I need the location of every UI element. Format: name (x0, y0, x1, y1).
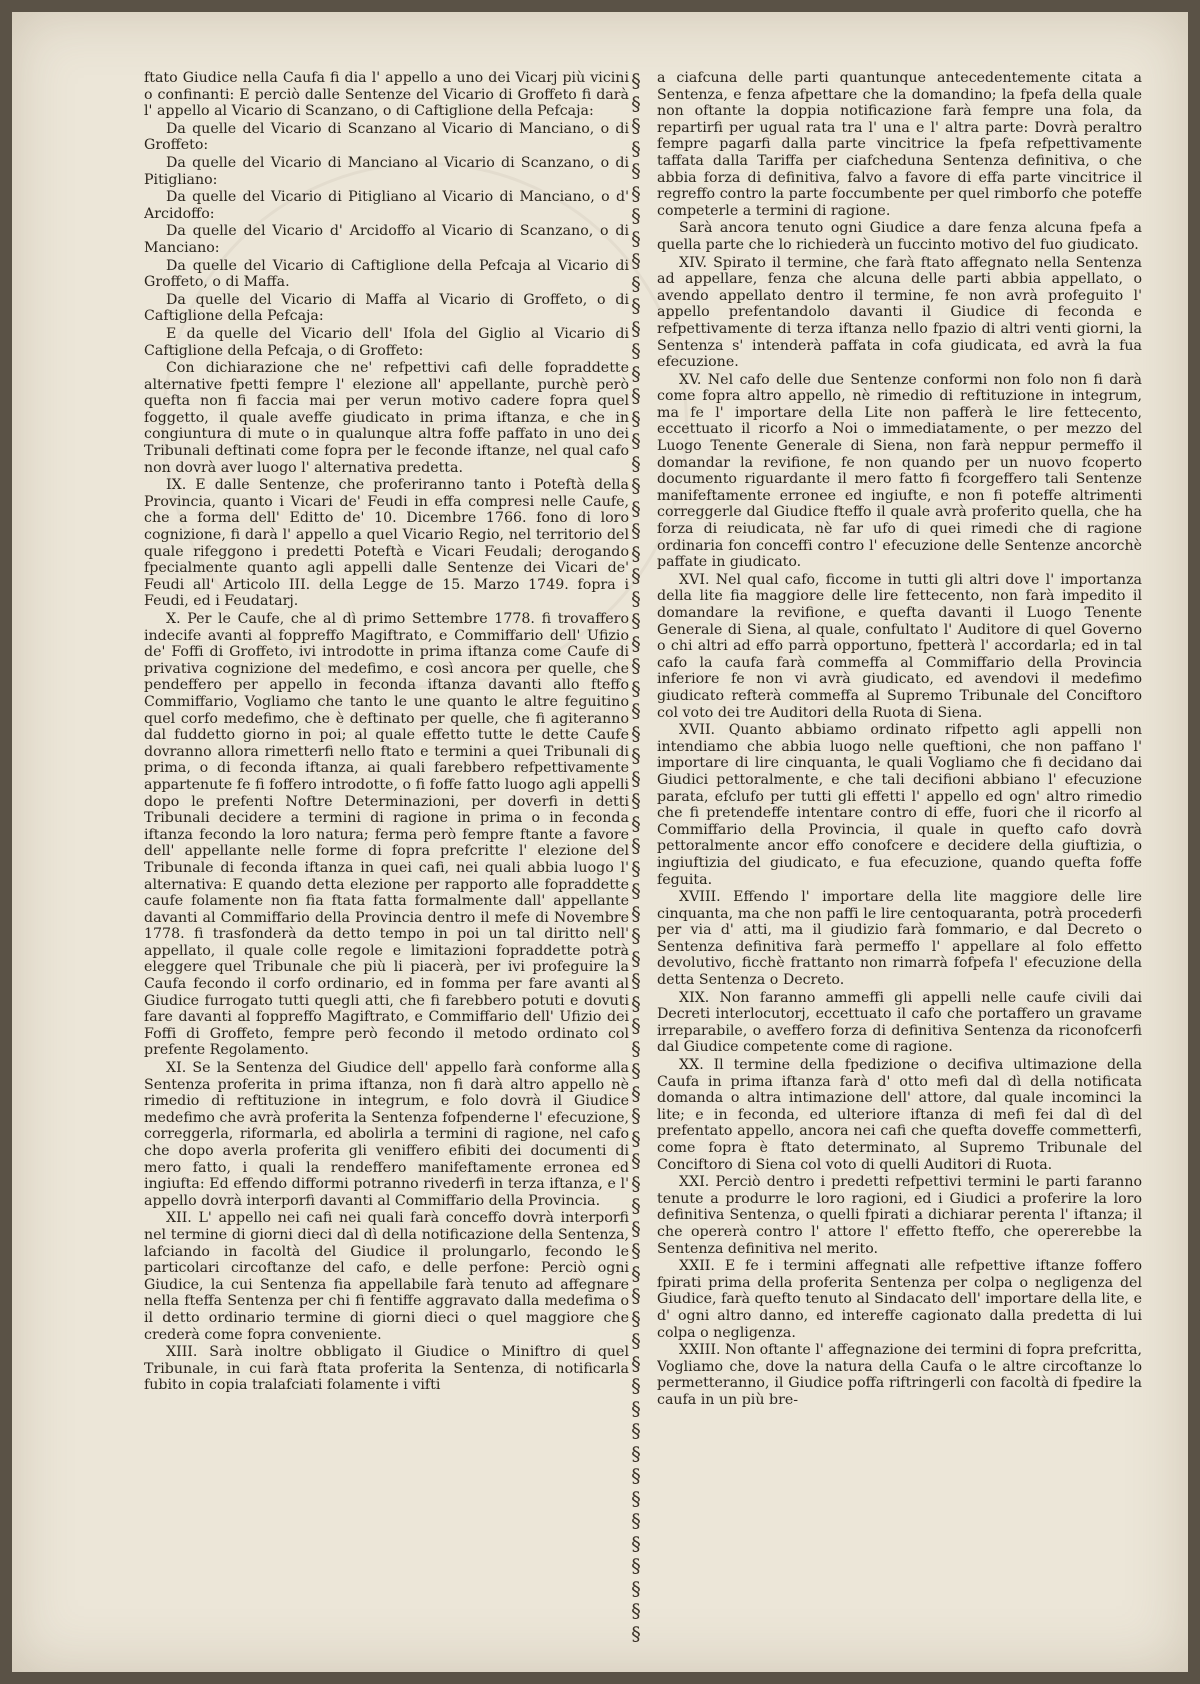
ornament-glyph: § (631, 452, 641, 475)
ornament-glyph: § (631, 407, 641, 430)
ornament-glyph: § (631, 835, 641, 857)
paragraph: Da quelle del Vicario d' Arcidoffo al Vicario di Scanzano, o di Manciano: (144, 223, 629, 256)
ornament-glyph: § (631, 992, 641, 1015)
ornament-glyph: § (631, 1262, 641, 1285)
paragraph: Da quelle del Vicario di Scanzano al Vicario di Manciano, o di Groffeto: (144, 120, 629, 154)
paragraph: Da quelle del Vicario di Manciano al Vicario di Scanzano, o di Pitigliano: (144, 154, 629, 188)
ornament-glyph: § (631, 160, 641, 182)
left-text-column (144, 70, 629, 1655)
ornament-glyph: § (631, 92, 641, 115)
paragraph: XVII. Quanto abbiamo ordinato rifpetto agli appelli non intendiamo che abbia luogo nelle queftioni, che non paffano l' importare di lire cinquanta, le quali Vogliamo che fi decidano dai Giudici pettoralmente, e che tali decifioni abbiano l' efecuzione parata, efclufo per tutti gli effetti l' appello ed ogn' altro rimedio che fi pretendeffe intentare contro di effe, fuori che il ricorfo al Commiffario della Provincia, il quale in quefto cafo dovrà pettoralmente ancor effo conofcere e decidere della giuftizia, o ingiuftizia del giudicato, e fua efecuzione, quando quefta foffe feguita. (657, 722, 1142, 888)
ornament-glyph: § (631, 947, 641, 970)
ornament-glyph: § (631, 430, 641, 452)
ornament-glyph: § (631, 1532, 641, 1555)
paragraph: Da quelle del Vicario di Maffa al Vicario di Groffeto, o di Caftiglione della Pefcaja: (144, 291, 629, 325)
ornament-glyph: § (631, 812, 641, 835)
ornament-glyph: § (631, 677, 641, 700)
ornament-glyph: § (631, 115, 641, 137)
paragraph: IX. E dalle Sentenze, che proferiranno tanto i Poteftà della Provincia, quanto i Vicari de' Feudi in effa compresi nelle Caufe, che a forma dell' Editto de' 10. Dicembre 1766. fono di loro cognizione, fi darà l' appello a quel Vicario Regio, nel territorio del quale rifeggono i predetti Poteftà e Vicari Feudali; derogando fpecialmente quanto agli appelli dalle Sentenze dei Vicari de' Feudi all' Articolo III. della Legge de 15. Marzo 1749. fopra i Feudi, ed i Feudatarj. (144, 477, 629, 610)
paragraph: Da quelle del Vicario di Pitigliano al Vicario di Manciano, o d' Arcidoffo: (144, 189, 629, 222)
ornament-glyph: § (631, 1082, 641, 1105)
ornament-glyph: § (631, 700, 641, 722)
ornament-glyph: § (631, 790, 641, 812)
ornament-glyph: § (631, 565, 641, 587)
paragraph: XII. L' appello nei cafi nei quali farà conceffo dovrà interporfi nel termine di giorni dieci dal dì della notificazione della Sentenza, lafciando in facoltà del Giudice il prolungarlo, fecondo le particolari circoftanze del cafo, e delle perfone: Perciò ogni Giudice, la cui Sentenza fia appellabile farà tenuto ad affegnare nella fteffa Sentenza per chi fi fentiffe aggravato dalla medefima o il detto ordinario termine di giorni dieci o quel maggiore che crederà come fopra conveniente. (144, 1210, 629, 1343)
ornament-glyph: § (631, 205, 641, 227)
ornament-glyph: § (631, 182, 641, 205)
ornament-glyph: § (631, 362, 641, 385)
ornament-glyph: § (631, 1015, 641, 1037)
paragraph: XIV. Spirato il termine, che farà ftato affegnato nella Sentenza ad appellare, fenza che alcuna delle parti abbia appellato, o avendo appellato dentro il termine, fe non avrà profeguito l' appello prefentandolo davanti il Giudice di feconda e refpettivamente di terza iftanza nello fpazio di altri venti giorni, la Sentenza s' intenderà paffata in cofa giudicata, ed avrà la fua efecuzione. (657, 254, 1142, 371)
ornament-glyph: § (631, 1060, 641, 1082)
right-text-column (657, 70, 1142, 1655)
paragraph: XXI. Perciò dentro i predetti refpettivi termini le parti faranno tenute a produrre le loro ragioni, ed i Giudici a proferire la loro definitiva Sentenza, o quelli fpirati a dichiarar perenta l' iftanza; il che opererà contro l' attore l' effetto fteffo, che opererebbe la Sentenza definitiva nel merito. (657, 1174, 1142, 1257)
ornament-glyph: § (631, 1217, 641, 1240)
paragraph: XXII. E fe i termini affegnati alle refpettive iftanze foffero fpirati prima della proferita Sentenza per colpa o negligenza del Giudice, farà quefto tenuto al Sindacato dell' importare della lite, e d' ogni altro danno, ed intereffe cagionato dalla predetta di lui colpa o negligenza. (657, 1258, 1142, 1341)
paragraph: ftato Giudice nella Caufa fi dia l' appello a uno dei Vicarj più vicini o confinanti: E perciò dalle Sentenze del Vicario di Groffeto fi darà l' appello al Vicario di Scanzano, o di Caftiglione della Pefcaja: (144, 70, 629, 120)
ornament-glyph: § (631, 1150, 641, 1172)
ornament-glyph: § (631, 475, 641, 497)
paragraph: XIX. Non faranno ammeffi gli appelli nelle caufe civili dai Decreti interlocutorj, eccettuato il cafo che portaffero un gravame irreparabile, o aveffero forza di definitiva Sentenza da riconofcerfi dal Giudice competente come di ragione. (657, 989, 1142, 1056)
column-divider-ornament (624, 70, 648, 1655)
paragraph: E da quelle del Vicario dell' Ifola del Giglio al Vicario di Caftiglione della Pefcaja, o di Groffeto: (144, 325, 629, 359)
ornament-glyph: § (631, 70, 641, 92)
ornament-glyph: § (631, 1397, 641, 1420)
ornament-glyph: § (631, 1285, 641, 1307)
ornament-glyph: § (631, 722, 641, 745)
ornament-glyph: § (631, 857, 641, 880)
ornament-glyph: § (631, 1330, 641, 1352)
ornament-glyph: § (631, 1577, 641, 1600)
ornament-glyph: § (631, 767, 641, 790)
paragraph: Sarà ancora tenuto ogni Giudice a dare fenza alcuna fpefa a quella parte che lo richiederà un fuccinto motivo del fuo giudicato. (657, 220, 1142, 253)
ornament-glyph: § (631, 970, 641, 992)
paragraph: XXIII. Non oftante l' affegnazione dei termini di fopra prefcritta, Vogliamo che, dove la natura della Caufa o le altre circoftanze lo permetteranno, il Giudice poffa riftringerli con facoltà di fpedire la caufa in un più bre- (657, 1342, 1142, 1408)
ornament-glyph: § (631, 610, 641, 632)
ornament-glyph: § (631, 1352, 641, 1375)
ornament-glyph: § (631, 497, 641, 520)
ornament-glyph: § (631, 1555, 641, 1577)
ornament-glyph: § (631, 925, 641, 947)
ornament-glyph: § (631, 1172, 641, 1195)
ornament-glyph: § (631, 1510, 641, 1532)
paragraph: a ciafcuna delle parti quantunque antecedentemente citata a Sentenza, e fenza afpettare che la domandino; la fpefa della quale non oftante la doppia notificazione farà fempre una fola, da repartirfi per ugual rata tra l' una e l' altra parte: Dovrà peraltro fempre pagarfi dalla parte vincitrice la fpefa refpettivamente taffata dalla Tariffa per ciafcheduna Sentenza definitiva, o che abbia forza di definitiva, falvo a favore di effa parte vincitrice il regreffo contro la parte foccumbente per quel rimborfo che poteffe competerle a termini di ragione. (657, 70, 1142, 219)
paragraph: X. Per le Caufe, che al dì primo Settembre 1778. fi trovaffero indecife avanti al foppreffo Magiftrato, e Commiffario dell' Ufizio de' Foffi di Groffeto, ivi introdotte in prima iftanza come Caufe di privativa cognizione del medefimo, e così ancora per quelle, che pendeffero per appello in feconda iftanza davanti allo fteffo Commiffario, Vogliamo che tanto le une quanto le altre feguitino quel corfo medefimo, che è deftinato per quelle, che fi agiteranno dal fuddetto giorno in poi; al quale effetto tutte le dette Caufe dovranno allora rimetterfi nello ftato e termini a quei Tribunali di prima, o di feconda iftanza, ai quali farebbero refpettivamente appartenute fe fi foffero introdotte, o fi foffe fatto luogo agli appelli dopo le prefenti Noftre Determinazioni, per doverfi in detti Tribunali decidere a termini di ragione in prima o in feconda iftanza fecondo la loro natura; ferma però fempre ftante a favore dell' appellante nelle forme di fopra prefcritte l' elezione del Tribunale di feconda iftanza in quei cafi, nei quali abbia luogo l' alternativa: E quando detta elezione per rapporto alle fopraddette caufe folamente non fia ftata fatta formalmente dall' appellante davanti al Commiffario della Provincia dentro il mefe di Novembre 1778. fi trasfonderà da detto tempo in poi un tal diritto nell' appellato, il quale colle regole e limitazioni fopraddette potrà eleggere quel Tribunale che più li piacerà, per ivi profeguire la Caufa fecondo il corfo ordinario, ed in fomma per fare avanti al Giudice furrogato tutti quegli atti, che fi farebbero potuti e dovuti fare davanti al foppreffo Magiftrato, e Commiffario dell' Ufizio dei Foffi di Groffeto, fempre però fecondo il metodo ordinato col prefente Regolamento. (144, 611, 629, 1059)
ornament-glyph: § (631, 655, 641, 677)
ornament-glyph: § (631, 340, 641, 362)
ornament-glyph: § (631, 520, 641, 542)
ornament-glyph: § (631, 632, 641, 655)
ornament-glyph: § (631, 1195, 641, 1217)
paragraph: XIII. Sarà inoltre obbligato il Giudice o Miniftro di quel Tribunale, in cui farà ftata proferita la Sentenza, di notificarla fubito in copia tralafciati folamente i vifti (144, 1344, 629, 1394)
ornament-glyph: § (631, 385, 641, 407)
ornament-glyph: § (631, 1600, 641, 1622)
ornament-glyph: § (631, 1442, 641, 1465)
ornament-glyph: § (631, 272, 641, 295)
ornament-glyph: § (631, 1240, 641, 1262)
paragraph: Con dichiarazione che ne' refpettivi cafi delle fopraddette alternative fpetti fempre l' elezione all' appellante, purchè però quefta non fi faccia mai per verun motivo cadere fopra quel foggetto, il quale aveffe giudicato in prima iftanza, e che in congiuntura di mute o in qualunque altra foffe paffato in uno dei Tribunali deftinati come fopra per le feconde iftanze, nel qual cafo non dovrà aver luogo l' alternativa predetta. (144, 360, 629, 476)
ornament-glyph: § (631, 1105, 641, 1127)
ornament-glyph: § (631, 227, 641, 250)
ornament-glyph: § (631, 137, 641, 160)
ornament-glyph: § (631, 1375, 641, 1397)
paragraph: XVI. Nel qual cafo, ficcome in tutti gli altri dove l' importanza della lite fia maggiore delle lire fettecento, non farà impedito il domandare la revifione, e quefta davanti il Luogo Tenente Generale di Siena, al quale, confultato l' Auditore di quel Governo o chi altri ad effo parrà opportuno, fpetterà l' accordarla; ed in tal cafo la caufa farà commeffa al Commiffario della Provincia inferiore fe non vi avrà giudicato, ed avendovi il medefimo giudicato refterà commeffa al Supremo Tribunale del Conciftoro col voto dei tre Auditori della Ruota di Siena. (657, 571, 1142, 721)
ornament-glyph: § (631, 1307, 641, 1330)
ornament-glyph: § (631, 1420, 641, 1442)
paragraph: XX. Il termine della fpedizione o decifiva ultimazione della Caufa in prima iftanza farà d' otto mefi dal dì della notificata domanda o altra intimazione dell' attore, dal quale incominci la lite; e in feconda, ed ulteriore iftanza di mefi fei dal dì del prefentato appello, ancora nei cafi che quefta doveffe commetterfi, come fopra è ftato determinato, al Supremo Tribunale del Conciftoro di Siena col voto di quelli Auditori di Ruota. (657, 1057, 1142, 1173)
paragraph: XV. Nel cafo delle due Sentenze conformi non folo non fi darà come fopra altro appello, nè rimedio di reftituzione in integrum, ma fe l' importare della Lite non pafferà le lire fettecento, eccettuato il ricorfo a Noi o immediatamente, o per mezzo del Luogo Tenente Generale di Siena, non farà neppur permeffo il domandar la revifione, fe non quando per un nuovo fcoperto documento riguardante il mero fatto fi fcorgeffero tali Sentenze manifeftamente erronee ed ingiufte, e non fi poteffe altrimenti correggerle dal Giudice fteffo il quale avrà proferito quella, che ha forza di reiudicata, nè far ufo di quei rimedi che di ragione ordinaria fon conceffi contro l' efecuzione delle Sentenze ancorchè paffate in giudicato. (657, 371, 1142, 571)
ornament-glyph: § (631, 250, 641, 272)
ornament-glyph: § (631, 1465, 641, 1487)
paragraph: XI. Se la Sentenza del Giudice dell' appello farà conforme alla Sentenza proferita in prima iftanza, non fi darà altro appello nè rimedio di reftituzione in integrum, e folo dovrà il Giudice medefimo che avrà proferita la Sentenza fofpenderne l' efecuzione, correggerla, riformarla, ed abolirla a termini di ragione, nel cafo che dopo averla proferita gli veniffero efibiti dei documenti di mero fatto, i quali la rendeffero manifeftamente erronea ed ingiufta: Ed effendo difformi potranno rivederfi in terza iftanza, e l' appello dovrà interporfi davanti al Commiffario della Provincia. (144, 1060, 629, 1209)
paragraph: XVIII. Effendo l' importare della lite maggiore delle lire cinquanta, ma che non paffi le lire centoquaranta, potrà procederfi per via d' atti, ma il giudizio farà fommario, e dal Decreto o Sentenza definitiva farà permeffo l' appellare al folo effetto devolutivo, ficchè frattanto non rimarrà fofpefa l' efecuzione della detta Sentenza o Decreto. (657, 889, 1142, 989)
ornament-glyph: § (631, 902, 641, 925)
ornament-glyph: § (631, 1487, 641, 1510)
ornament-glyph: § (631, 745, 641, 767)
ornament-glyph: § (631, 880, 641, 902)
ornament-glyph: § (631, 317, 641, 340)
paragraph: Da quelle del Vicario di Caftiglione della Pefcaja al Vicario di Groffeto, o di Maffa. (144, 257, 629, 291)
ornament-glyph: § (631, 295, 641, 317)
ornament-glyph: § (631, 587, 641, 610)
ornament-glyph: § (631, 542, 641, 565)
ornament-glyph: § (631, 1127, 641, 1150)
ornament-glyph: § (631, 1037, 641, 1060)
ornament-glyph: § (631, 1622, 641, 1645)
document-page (12, 12, 1188, 1672)
